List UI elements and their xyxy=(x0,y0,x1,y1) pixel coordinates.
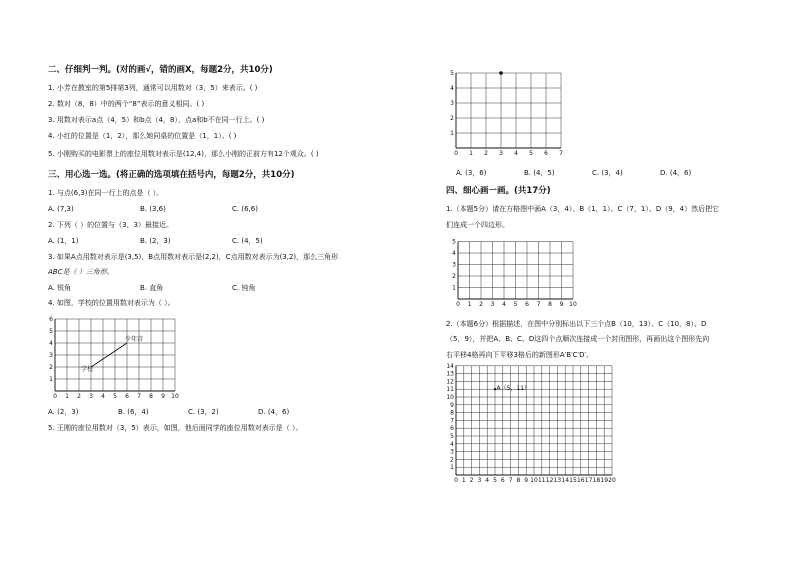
big-y-tick: 14 xyxy=(446,362,454,370)
s3-q1-a: A. (7,3) xyxy=(48,205,74,213)
seat-grid-chart xyxy=(446,60,572,160)
seat-x-tick: 4 xyxy=(514,150,518,157)
s3-q5-d: D. (4，6) xyxy=(660,169,692,177)
big-x-tick: 12 xyxy=(545,477,554,484)
quad-x-tick: 0 xyxy=(456,301,460,308)
s3-q3-c: C. 钝角 xyxy=(232,284,256,292)
big-x-tick: 14 xyxy=(561,477,570,484)
school-x-tick: 3 xyxy=(89,393,93,400)
school-y-tick: 4 xyxy=(49,340,53,347)
s3-q2-a: A. (1，1) xyxy=(48,237,79,245)
s4-q2-line3: 右平移4格再向下平移3格后的新图形A′B′C′D′。 xyxy=(446,351,594,359)
point-a-label: A（5，11） xyxy=(496,385,531,393)
school-gridlines xyxy=(55,319,175,391)
big-x-tick: 20 xyxy=(608,477,616,484)
school-x-tick: 2 xyxy=(77,393,81,400)
s3-q4-b: B. (6，4) xyxy=(118,408,149,416)
s4-q2-line1: 2.（本题6分）根据描述，在图中分别标出以下三个点B（10，13）、C（10，8）、D xyxy=(446,320,707,328)
s2-item-1: 1. 小芳在教室的第5排第3列，通常可以用数对（3，5）来表示。( ) xyxy=(48,84,258,92)
s4-q1-line1: 1.（本题5分）请在方格图中画A（3，4）、B（1，1）、C（7，1）、D（9，4）然后把它 xyxy=(446,205,720,213)
s3-q4-d: D. (4，6) xyxy=(258,408,290,416)
school-x-tick: 7 xyxy=(137,393,141,400)
s3-q5-a: A. (3，6) xyxy=(456,169,487,177)
s3-q3-b: B. 直角 xyxy=(140,284,164,292)
s3-q3-a: A. 锐角 xyxy=(48,284,72,292)
big-x-tick: 16 xyxy=(576,477,585,484)
big-y-tick: 7 xyxy=(450,417,454,425)
s2-item-3: 3. 用数对表示a点（4，5）和b点（4，8），点a和b不在同一行上。( ) xyxy=(48,116,265,124)
s3-q1-b: B. (3,6) xyxy=(140,205,166,213)
school-y-tick: 3 xyxy=(49,352,53,359)
big-x-tick: 7 xyxy=(508,477,513,484)
big-x-tick: 3 xyxy=(477,477,482,484)
s3-q1-c: C. (6,6) xyxy=(232,205,258,213)
quadrilateral-grid-chart xyxy=(446,237,586,309)
seat-x-tick: 6 xyxy=(544,150,548,157)
seat-y-tick: 1 xyxy=(450,130,454,137)
quad-x-tick: 5 xyxy=(513,301,518,308)
quad-y-tick: 3 xyxy=(452,261,456,269)
school-y-tick: 2 xyxy=(49,364,53,371)
s3-q3-line2: ABC是（ ）三角形。 xyxy=(48,268,114,276)
section4-header: 四、细心画一画。(共17分) xyxy=(446,186,551,196)
seat-y-tick: 4 xyxy=(450,85,454,92)
school-x-tick: 0 xyxy=(53,393,57,400)
school-x-tick: 10 xyxy=(171,393,179,400)
big-x-tick: 0 xyxy=(454,477,458,484)
big-y-tick: 10 xyxy=(446,394,454,401)
quad-y-tick: 4 xyxy=(452,250,456,257)
big-x-tick: 9 xyxy=(524,477,529,484)
quad-x-tick: 9 xyxy=(559,301,564,308)
s2-item-2: 2. 数对（8，8）中的两个“8”表示的意义相同。( ) xyxy=(48,100,205,108)
quad-y-tick: 2 xyxy=(452,273,456,280)
s2-item-4: 4. 小红的位置是（1，2），那么她同桌的位置是（1，1）。( ) xyxy=(48,132,237,140)
big-y-tick: 9 xyxy=(450,401,454,409)
seat-x-tick: 3 xyxy=(499,150,503,157)
big-y-tick: 2 xyxy=(450,456,454,464)
big-x-tick: 17 xyxy=(584,477,593,484)
big-x-tick: 10 xyxy=(530,477,538,484)
school-x-tick: 4 xyxy=(101,393,105,400)
big-x-tick: 6 xyxy=(500,477,505,484)
big-x-tick: 15 xyxy=(569,477,577,484)
big-y-tick: 4 xyxy=(450,440,454,448)
school-grid-chart xyxy=(45,314,195,400)
school-y-tick: 6 xyxy=(49,316,53,323)
s3-q4: 4. 如图，学校的位置用数对表示为（ ）。 xyxy=(48,299,175,307)
quad-x-tick: 4 xyxy=(502,301,506,308)
s3-q2: 2. 下列（ ）的位置与（3，3）最接近。 xyxy=(48,221,174,229)
seat-point xyxy=(499,71,503,75)
quad-gridlines xyxy=(458,242,573,300)
translation-grid-chart xyxy=(446,362,618,484)
school-y-tick: 1 xyxy=(49,376,53,383)
quad-x-tick: 7 xyxy=(536,301,541,308)
school-x-tick: 1 xyxy=(65,393,69,400)
quad-y-tick: 5 xyxy=(452,238,456,246)
big-y-tick: 3 xyxy=(450,448,454,456)
big-y-tick: 11 xyxy=(446,386,454,394)
big-x-tick: 18 xyxy=(592,477,601,484)
s3-q5-c: C. (3，4) xyxy=(592,169,623,177)
big-x-tick: 1 xyxy=(461,477,466,484)
quad-x-tick: 6 xyxy=(525,301,529,308)
school-x-tick: 5 xyxy=(113,393,117,400)
s3-q5: 5. 王刚的座位用数对（3，5）表示，如图，他后面同学的座位用数对表示是（ ）。 xyxy=(48,424,303,432)
seat-x-tick: 2 xyxy=(484,150,488,157)
big-y-tick: 13 xyxy=(446,370,454,378)
s3-q5-b: B. (4，5) xyxy=(524,169,555,177)
school-label: 学校 xyxy=(81,366,94,373)
s3-q2-b: B. (2，3) xyxy=(140,237,171,245)
school-x-tick: 8 xyxy=(149,393,153,400)
seat-x-tick: 5 xyxy=(529,150,533,157)
school-y-tick: 5 xyxy=(49,328,53,335)
big-x-tick: 4 xyxy=(485,477,490,484)
section3-header: 三、用心选一选。(将正确的选项填在括号内，每题2分，共10分) xyxy=(48,170,295,180)
big-y-tick: 5 xyxy=(450,433,454,440)
s2-item-5: 5. 小刚购买的电影票上的座位用数对表示是(12,4)，那么小刚的正前方有12个观众。( ) xyxy=(48,150,319,158)
palace-label: 少年宫 xyxy=(125,336,144,343)
big-x-tick: 11 xyxy=(537,477,546,484)
seat-y-tick: 5 xyxy=(450,70,454,77)
s3-q4-a: A. (2，3) xyxy=(48,408,79,416)
school-x-tick: 9 xyxy=(161,393,165,400)
s3-q2-c: C. (4，5) xyxy=(232,237,263,245)
quad-x-tick: 8 xyxy=(548,301,552,308)
seat-y-tick: 2 xyxy=(450,115,454,122)
big-x-tick: 8 xyxy=(516,477,521,484)
s3-q1: 1. 与点(6,3)在同一行上的点是（ ）。 xyxy=(48,189,164,197)
s4-q1-line2: 们连成一个四边形。 xyxy=(446,221,509,229)
big-x-tick: 2 xyxy=(469,477,474,484)
quad-x-tick: 2 xyxy=(479,301,483,308)
big-y-tick: 8 xyxy=(450,409,454,417)
s4-q2-line2: （5，9），并把A、B、C、D这四个点顺次连接成一个封闭图形，再画出这个图形先向 xyxy=(446,335,710,343)
seat-y-tick: 3 xyxy=(450,100,454,107)
quad-x-tick: 10 xyxy=(569,301,577,308)
seat-x-tick: 7 xyxy=(559,150,563,157)
quad-x-tick: 3 xyxy=(490,301,495,308)
big-y-tick: 1 xyxy=(450,464,454,472)
s3-q4-c: C. (3，2) xyxy=(188,408,219,416)
seat-gridlines xyxy=(456,73,561,148)
seat-x-tick: 0 xyxy=(454,150,458,157)
seat-x-tick: 1 xyxy=(469,150,473,157)
big-x-tick: 5 xyxy=(493,477,497,484)
quad-y-tick: 1 xyxy=(452,284,456,292)
section2-header: 二、仔细判一判。(对的画√，错的画X，每题2分，共10分) xyxy=(48,65,273,75)
big-y-tick: 6 xyxy=(450,425,454,433)
school-x-tick: 6 xyxy=(125,393,129,400)
big-gridlines xyxy=(456,366,612,475)
s3-q3-line1: 3. 如果A点用数对表示是(3,5)，B点用数对表示是(2,2)，C点用数对表示为(3,2)，那么三角形 xyxy=(48,253,339,261)
big-x-tick: 13 xyxy=(553,477,562,484)
quad-x-tick: 1 xyxy=(467,301,472,308)
big-y-tick: 12 xyxy=(446,378,454,386)
big-x-tick: 19 xyxy=(600,477,609,484)
